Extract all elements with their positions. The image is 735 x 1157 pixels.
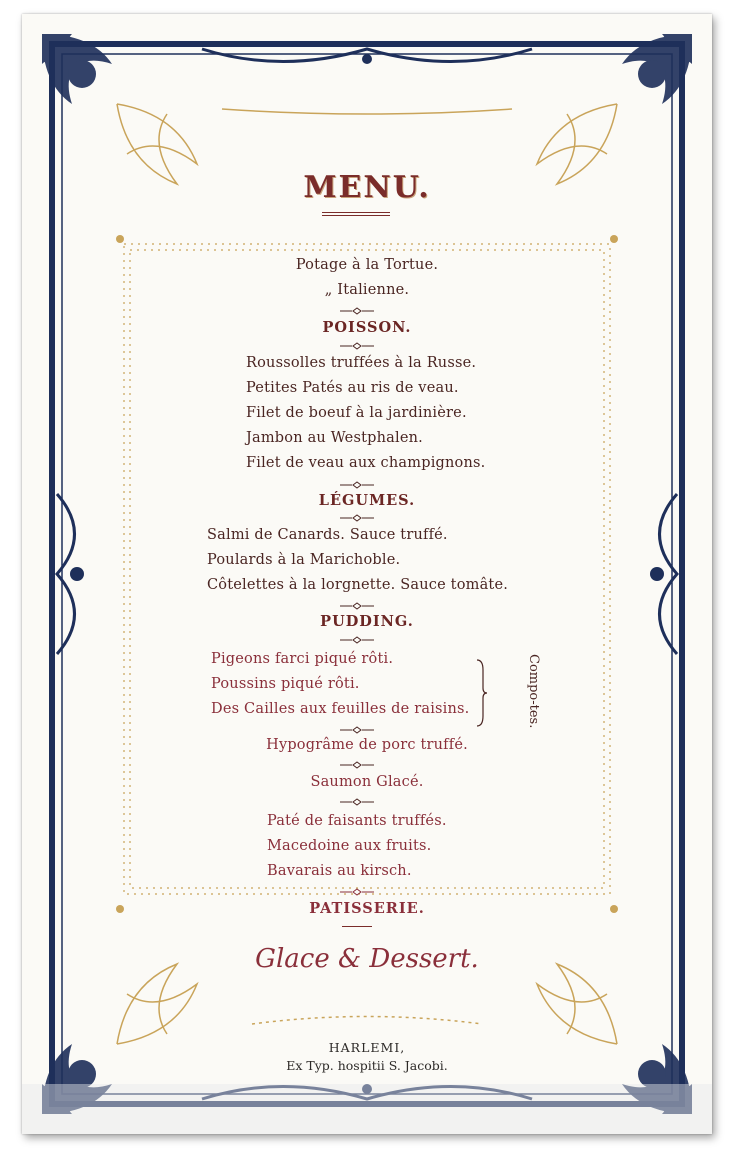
title-underline <box>322 212 390 216</box>
separator-ornament <box>340 342 374 350</box>
menu-card <box>22 14 712 1134</box>
section-heading-legumes: LÉGUMES. <box>318 492 416 509</box>
separator-ornament <box>340 307 374 315</box>
menu-item: Jambon au Westphalen. <box>246 430 423 446</box>
menu-item: Pigeons farci piqué rôti. <box>211 651 394 667</box>
compotes-label: Compo-tes. <box>526 654 541 729</box>
separator-ornament <box>340 798 374 806</box>
separator-ornament <box>340 888 374 896</box>
menu-item: Petites Patés au ris de veau. <box>246 380 459 396</box>
menu-item: Bavarais au kirsch. <box>267 863 412 879</box>
divider <box>342 926 372 927</box>
menu-item: Filet de boeuf à la jardinière. <box>246 405 467 421</box>
brace-icon <box>475 658 487 728</box>
menu-item: Saumon Glacé. <box>310 774 424 790</box>
separator-ornament <box>340 602 374 610</box>
menu-item: Des Cailles aux feuilles de raisins. <box>211 701 470 717</box>
menu-item: „ Italienne. <box>324 282 410 298</box>
menu-item: Salmi de Canards. Sauce truffé. <box>207 527 448 543</box>
menu-item: Macedoine aux fruits. <box>267 838 432 854</box>
section-heading-patisserie: PATISSERIE. <box>309 900 425 917</box>
menu-item: Roussolles truffées à la Russe. <box>246 355 477 371</box>
menu-item: Paté de faisants truffés. <box>267 813 447 829</box>
dessert-signature: Glace & Dessert. <box>255 944 479 974</box>
menu-item: Côtelettes à la lorgnette. Sauce tomâte. <box>207 577 509 593</box>
menu-item: Potage à la Tortue. <box>295 257 439 273</box>
imprint-city: HARLEMI, <box>328 1040 406 1055</box>
section-heading-pudding: PUDDING. <box>320 613 414 630</box>
menu-item: Hypogrâme de porc truffé. <box>266 737 468 753</box>
menu-title: MENU. <box>303 170 431 205</box>
separator-ornament <box>340 481 374 489</box>
separator-ornament <box>340 726 374 734</box>
menu-item: Poulards à la Marichoble. <box>207 552 401 568</box>
menu-item: Filet de veau aux champignons. <box>246 455 486 471</box>
menu-item: Poussins piqué rôti. <box>211 676 360 692</box>
separator-ornament <box>340 514 374 522</box>
imprint-printer: Ex Typ. hospitii S. Jacobi. <box>286 1058 448 1073</box>
section-heading-poisson: POISSON. <box>322 319 412 336</box>
separator-ornament <box>340 761 374 769</box>
separator-ornament <box>340 636 374 644</box>
